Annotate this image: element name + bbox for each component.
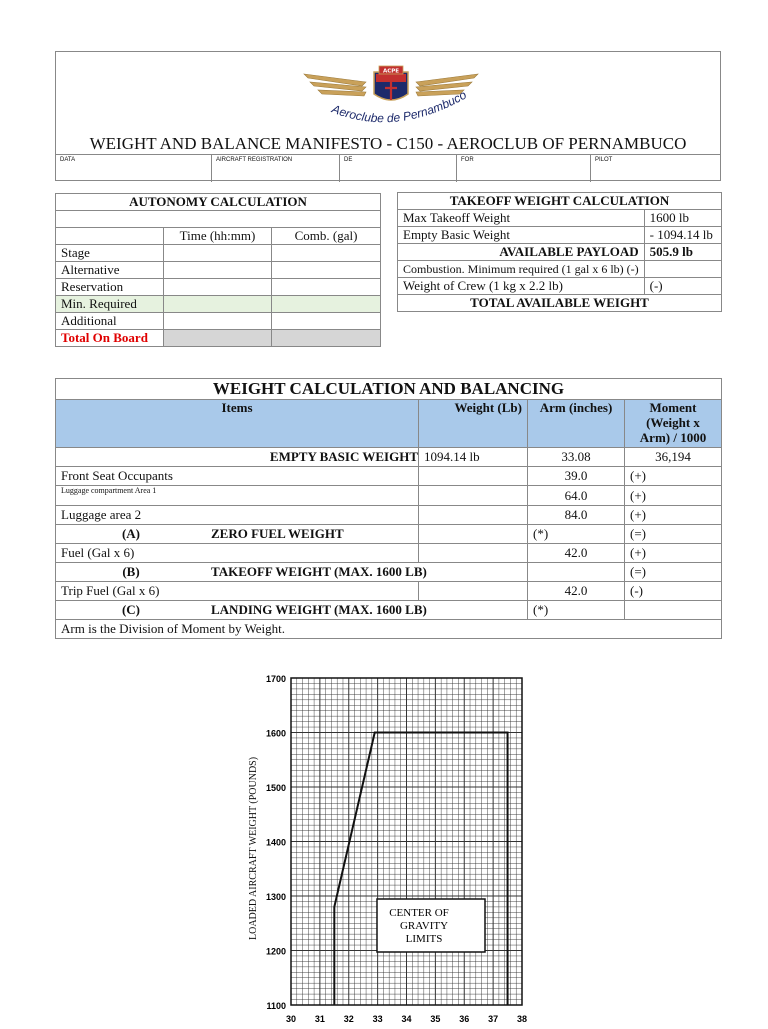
empty-moment: 36,194: [625, 448, 722, 467]
x-tick-label: 35: [430, 1014, 441, 1024]
arm-cell: 42.0: [528, 544, 625, 563]
x-tick-label: 30: [285, 1014, 297, 1024]
takeoff-table: [397, 192, 722, 312]
arm-cell: 39.0: [528, 467, 625, 486]
col-comb: Comb. (gal): [272, 228, 381, 245]
x-tick-label: 36: [459, 1014, 470, 1024]
manifest-fields-row: [56, 154, 720, 182]
arm-cell: 42.0: [528, 582, 625, 601]
y-tick-label: 1200: [265, 946, 286, 957]
arm-cell[interactable]: [528, 563, 625, 582]
arm-note: Arm is the Division of Moment by Weight.: [56, 620, 722, 639]
empty-arm: 33.08: [528, 448, 625, 467]
y-axis-label: LOADED AIRCRAFT WEIGHT (POUNDS): [248, 756, 259, 940]
luggage-1-label: Luggage compartment Area 1: [56, 486, 419, 506]
front-seat-label: Front Seat Occupants: [56, 467, 419, 486]
y-tick-label: 1300: [265, 892, 286, 902]
empty-basic-label: Empty Basic Weight: [398, 227, 645, 244]
payload-label: AVAILABLE PAYLOAD: [398, 244, 645, 261]
moment-cell[interactable]: (=): [625, 525, 722, 544]
moment-cell[interactable]: [625, 601, 722, 620]
weight-cell[interactable]: [419, 582, 528, 601]
table-row: [56, 544, 722, 563]
moment-cell[interactable]: (+): [625, 486, 722, 506]
y-tick-label: 1500: [265, 783, 286, 793]
comb-cell[interactable]: [272, 313, 381, 330]
time-cell[interactable]: [164, 330, 272, 347]
autonomy-blank-row: [56, 211, 381, 228]
aeroclub-logo: [296, 60, 486, 130]
time-cell[interactable]: [164, 245, 272, 262]
table-row: [56, 563, 722, 582]
manifest-header: [55, 51, 721, 181]
moment-cell[interactable]: (+): [625, 467, 722, 486]
comb-cell[interactable]: [272, 330, 381, 347]
field-to[interactable]: FOR: [456, 155, 590, 182]
table-row: [56, 448, 722, 467]
x-tick-label: 31: [314, 1014, 325, 1024]
table-row: [56, 601, 722, 620]
col-items: Items: [56, 400, 419, 448]
combustion-value[interactable]: [644, 261, 721, 278]
luggage-2-label: Luggage area 2: [56, 506, 419, 525]
cg-limits-chart: [238, 668, 538, 1024]
table-row: [56, 582, 722, 601]
table-row: [56, 245, 381, 262]
weight-cell[interactable]: [419, 467, 528, 486]
row-label-total: Total On Board: [56, 330, 164, 347]
weight-cell[interactable]: [419, 506, 528, 525]
table-row: [56, 313, 381, 330]
zero-fuel-label: ZERO FUEL WEIGHT: [206, 525, 419, 544]
col-moment: Moment (Weight x Arm) / 1000: [625, 400, 722, 448]
y-tick-label: 1700: [265, 674, 286, 684]
trip-fuel-label: Trip Fuel (Gal x 6): [56, 582, 419, 601]
x-tick-label: 32: [343, 1014, 354, 1024]
x-tick-label: 34: [401, 1014, 412, 1024]
field-from[interactable]: DE: [339, 155, 456, 182]
arm-cell: 84.0: [528, 506, 625, 525]
table-row: [56, 279, 381, 296]
y-tick-label: 1100: [266, 1001, 286, 1011]
time-cell[interactable]: [164, 296, 272, 313]
col-weight: Weight (Lb): [419, 400, 528, 448]
y-tick-label: 1400: [265, 837, 286, 848]
weight-balance-table: [55, 378, 722, 639]
crew-value[interactable]: (-): [644, 278, 721, 295]
x-tick-label: 33: [372, 1014, 383, 1024]
row-label: Min. Required: [56, 296, 164, 313]
annotation-line: CENTER OF: [389, 907, 449, 919]
table-row: [56, 525, 722, 544]
row-label: Alternative: [56, 262, 164, 279]
row-tag-b: (B): [56, 563, 207, 582]
table-row: [56, 262, 381, 279]
table-row: [56, 296, 381, 313]
empty-weight-label: EMPTY BASIC WEIGHT: [56, 448, 419, 467]
field-date[interactable]: DATA: [60, 157, 76, 163]
table-row: [56, 486, 722, 506]
arm-cell: 64.0: [528, 486, 625, 506]
col-time: Time (hh:mm): [164, 228, 272, 245]
combustion-label: Combustion. Minimum required (1 gal x 6 lb) (-): [398, 261, 645, 278]
row-label: Stage: [56, 245, 164, 262]
autonomy-title: AUTONOMY CALCULATION: [56, 194, 381, 211]
time-cell[interactable]: [164, 313, 272, 330]
time-cell[interactable]: [164, 279, 272, 296]
comb-cell[interactable]: [272, 296, 381, 313]
payload-value: 505.9 lb: [644, 244, 721, 261]
document-title: WEIGHT AND BALANCE MANIFESTO - C150 - AEROCLUB OF PERNAMBUCO: [89, 134, 687, 153]
field-pilot[interactable]: PILOT: [590, 155, 721, 182]
row-label: Additional: [56, 313, 164, 330]
max-takeoff-value: 1600 lb: [644, 210, 721, 227]
total-available-label: TOTAL AVAILABLE WEIGHT: [398, 295, 722, 312]
x-tick-label: 37: [488, 1014, 499, 1024]
weight-cell[interactable]: [419, 525, 528, 544]
landing-weight-label: LANDING WEIGHT (MAX. 1600 LB): [206, 601, 528, 620]
y-tick-label: 1600: [265, 728, 286, 739]
row-label: Reservation: [56, 279, 164, 296]
field-aircraft-registration[interactable]: AIRCRAFT REGISTRATION: [211, 155, 339, 182]
col-arm: Arm (inches): [528, 400, 625, 448]
logo-text: Aeroclube de Pernambuco: [329, 90, 469, 126]
empty-weight-value: 1094.14 lb: [419, 448, 528, 467]
wcalc-title: WEIGHT CALCULATION AND BALANCING: [56, 379, 722, 400]
comb-cell[interactable]: [272, 279, 381, 296]
comb-cell[interactable]: [272, 245, 381, 262]
logo-badge: ACPE: [382, 68, 400, 75]
row-tag-a: (A): [56, 525, 207, 544]
autonomy-table: [55, 193, 381, 347]
x-tick-label: 38: [516, 1014, 528, 1024]
crew-label: Weight of Crew (1 kg x 2.2 lb): [398, 278, 645, 295]
moment-cell[interactable]: (=): [625, 563, 722, 582]
annotation-line: LIMITS: [405, 933, 443, 945]
takeoff-title: TAKEOFF WEIGHT CALCULATION: [398, 193, 722, 210]
weight-cell[interactable]: [419, 544, 528, 563]
fuel-label: Fuel (Gal x 6): [56, 544, 419, 563]
arm-cell: (*): [528, 525, 625, 544]
annotation-line: GRAVITY: [399, 920, 449, 932]
table-row: [56, 467, 722, 486]
empty-basic-value: - 1094.14 lb: [644, 227, 721, 244]
table-row: [56, 506, 722, 525]
time-cell[interactable]: [164, 262, 272, 279]
autonomy-corner: [56, 228, 164, 245]
row-tag-c: (C): [56, 601, 207, 620]
table-row: [56, 330, 381, 347]
svg-text:Aeroclube de Pernambuco: [329, 90, 469, 125]
moment-cell[interactable]: (-): [625, 582, 722, 601]
max-takeoff-label: Max Takeoff Weight: [398, 210, 645, 227]
moment-cell[interactable]: (+): [625, 544, 722, 563]
arm-cell: (*): [528, 601, 625, 620]
moment-cell[interactable]: (+): [625, 506, 722, 525]
weight-cell[interactable]: [419, 486, 528, 506]
takeoff-weight-label: TAKEOFF WEIGHT (MAX. 1600 LB): [206, 563, 528, 582]
comb-cell[interactable]: [272, 262, 381, 279]
